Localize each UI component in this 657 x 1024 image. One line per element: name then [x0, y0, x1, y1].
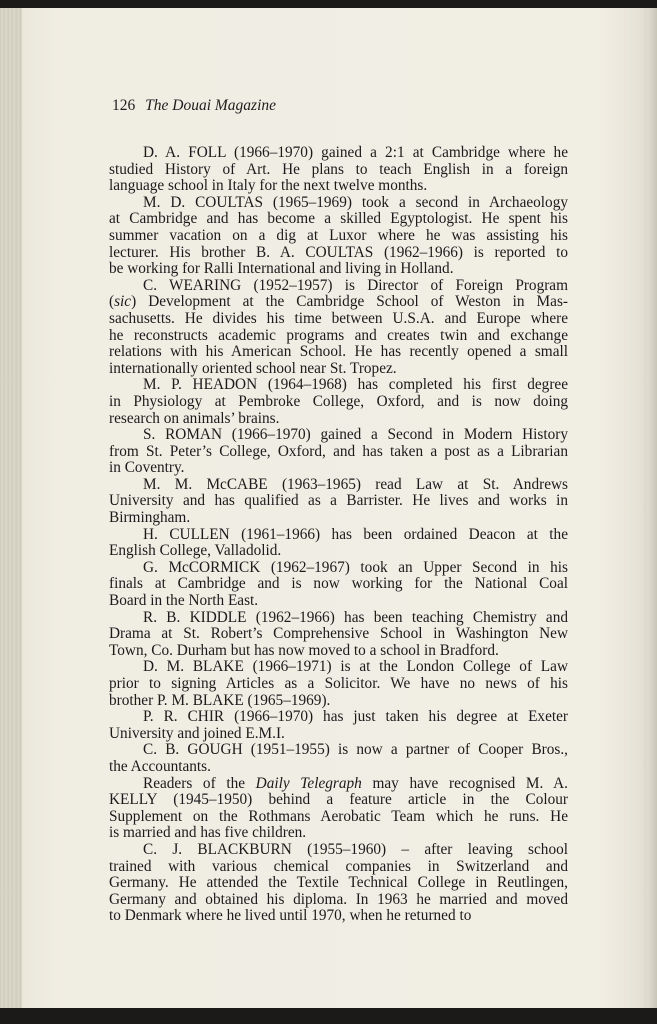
text-line: to Denmark where he lived until 1970, when he returned to: [109, 907, 472, 925]
paragraph: [109, 195, 568, 278]
text-line: internationally oriented school near St. Tropez.: [109, 359, 397, 377]
text-line: finals at Cambridge and is now working for the National Coal: [109, 575, 568, 593]
page-gutter: [0, 8, 22, 1008]
text-line: from St. Peter’s College, Oxford, and has taken a post as a Librarian: [109, 442, 568, 460]
paragraph: [109, 709, 568, 742]
text-line: he reconstructs academic programs and creates twin and exchange: [109, 326, 568, 344]
text-line: H. CULLEN (1961–1966) has been ordained Deacon at the: [143, 525, 568, 543]
text-line: R. B. KIDDLE (1962–1966) has been teaching Chemistry and: [143, 608, 568, 626]
text-line: KELLY (1945–1950) behind a feature article in the Colour: [109, 791, 568, 809]
text-line: Board in the North East.: [109, 592, 259, 610]
paragraph: [109, 477, 568, 527]
text-line: D. M. BLAKE (1966–1971) is at the London College of Law: [143, 658, 568, 676]
text-line: at Cambridge and has become a skilled Egyptologist. He spent his: [109, 210, 568, 228]
paragraph: [109, 377, 568, 427]
text-line: lecturer. His brother B. A. COULTAS (1962–1966) is reported to: [109, 243, 568, 261]
text-line: in Coventry.: [109, 459, 185, 477]
paragraph: [109, 145, 568, 195]
text-line: Birmingham.: [109, 509, 191, 527]
text-line: Drama at St. Robert’s Comprehensive School in Washington New: [109, 625, 568, 643]
text-line: C. J. BLACKBURN (1955–1960) – after leaving school: [143, 840, 568, 858]
text-line: (sic) Development at the Cambridge School of Weston in Mas-: [109, 293, 568, 311]
text-line: language school in Italy for the next twelve months.: [109, 177, 428, 195]
paragraph: [109, 527, 568, 560]
text-line: in Physiology at Pembroke College, Oxford, and is now doing: [109, 392, 568, 410]
text-line: Germany. He attended the Textile Technical College in Reutlingen,: [109, 874, 568, 892]
paragraph: [109, 842, 568, 925]
paragraph: [109, 659, 568, 709]
text-line: prior to signing Articles as a Solicitor. We have no news of his: [109, 675, 568, 692]
paragraph: [109, 560, 568, 610]
text-line: University and has qualified as a Barrister. He lives and works in: [109, 492, 568, 510]
text-line: M. D. COULTAS (1965–1969) took a second in Archaeology: [143, 193, 568, 211]
text-line: C. WEARING (1952–1957) is Director of Foreign Program: [143, 276, 568, 294]
text-line: Germany and obtained his diploma. In 1963 he married and moved: [109, 890, 568, 908]
text-line: studied History of Art. He plans to teach English in a foreign: [109, 160, 568, 178]
text-line: M. P. HEADON (1964–1968) has completed his first degree: [143, 376, 568, 394]
text-line: G. McCORMICK (1962–1967) took an Upper Second in his: [143, 558, 568, 576]
text-line: summer vacation on a dig at Luxor where he was assisting his: [109, 226, 568, 244]
text-line: research on animals’ brains.: [109, 409, 280, 427]
magazine-page: [0, 8, 657, 1008]
article-body: [109, 145, 568, 925]
page-number: 126: [112, 97, 136, 114]
text-line: M. M. McCABE (1963–1965) read Law at St. Andrews: [143, 475, 568, 493]
text-line: relations with his American School. He has recently opened a small: [109, 343, 568, 361]
text-line: P. R. CHIR (1966–1970) has just taken his degree at Exeter: [143, 708, 568, 726]
text-line: the Accountants.: [109, 757, 211, 775]
paragraph: [109, 610, 568, 660]
page-right-edge: [647, 8, 657, 1008]
paragraph: [109, 776, 568, 842]
text-line: Readers of the Daily Telegraph may have recognised M. A.: [143, 774, 568, 792]
text-line: is married and has five children.: [109, 824, 307, 842]
text-line: D. A. FOLL (1966–1970) gained a 2:1 at Cambridge where he: [143, 144, 568, 161]
text-line: Town, Co. Durham but has now moved to a school in Bradford.: [109, 641, 499, 659]
running-header: [112, 97, 276, 115]
magazine-title: The Douai Magazine: [145, 97, 277, 114]
text-line: English College, Valladolid.: [109, 542, 282, 560]
text-line: be working for Ralli International and living in Holland.: [109, 260, 454, 278]
paragraph: [109, 427, 568, 477]
text-line: sachusetts. He divides his time between U.S.A. and Europe where: [109, 309, 568, 327]
paragraph: [109, 278, 568, 378]
text-line: Supplement on the Rothmans Aerobatic Team which he runs. He: [109, 807, 568, 825]
text-line: S. ROMAN (1966–1970) gained a Second in Modern History: [143, 426, 568, 444]
text-line: C. B. GOUGH (1951–1955) is now a partner of Cooper Bros.,: [143, 741, 568, 759]
text-line: brother P. M. BLAKE (1965–1969).: [109, 691, 331, 709]
text-line: trained with various chemical companies in Switzerland and: [109, 857, 568, 875]
text-line: University and joined E.M.I.: [109, 724, 285, 742]
paragraph: [109, 742, 568, 775]
